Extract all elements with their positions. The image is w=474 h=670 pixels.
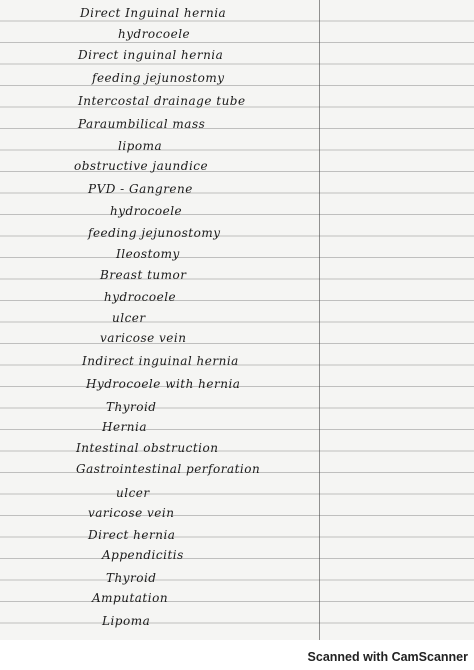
list-item: ulcer: [112, 311, 146, 325]
list-item: Thyroid: [106, 571, 157, 585]
list-item: Intestinal obstruction: [76, 441, 219, 455]
list-item: varicose vein: [100, 331, 187, 345]
list-item: hydrocoele: [104, 290, 177, 304]
list-item: Direct inguinal hernia: [78, 48, 224, 62]
list-item: obstructive jaundice: [74, 159, 209, 173]
list-item: Hernia: [102, 420, 148, 434]
list-item: hydrocoele: [110, 204, 183, 218]
list-item: PVD - Gangrene: [88, 182, 193, 196]
margin-line: [319, 0, 320, 640]
list-item: Ileostomy: [116, 247, 180, 261]
scanner-footer: [0, 640, 474, 670]
list-item: Paraumbilical mass: [78, 117, 206, 131]
list-item: Appendicitis: [102, 548, 184, 562]
list-item: hydrocoele: [118, 27, 191, 41]
list-item: lipoma: [118, 139, 163, 153]
list-item: Direct Inguinal hernia: [80, 6, 227, 20]
list-item: Lipoma: [102, 614, 151, 628]
list-item: Hydrocoele with hernia: [86, 377, 241, 391]
list-item: Thyroid: [106, 400, 157, 414]
list-item: Indirect inguinal hernia: [82, 354, 239, 368]
list-item: Gastrointestinal perforation: [76, 462, 261, 476]
list-item: feeding jejunostomy: [92, 71, 225, 85]
list-item: feeding jejunostomy: [88, 226, 221, 240]
camscanner-watermark: Scanned with CamScanner: [307, 650, 468, 664]
list-item: varicose vein: [88, 506, 175, 520]
list-item: Direct hernia: [88, 528, 176, 542]
list-item: Breast tumor: [100, 268, 187, 282]
list-item: Amputation: [92, 591, 169, 605]
list-item: Intercostal drainage tube: [78, 94, 246, 108]
list-item: ulcer: [116, 486, 150, 500]
